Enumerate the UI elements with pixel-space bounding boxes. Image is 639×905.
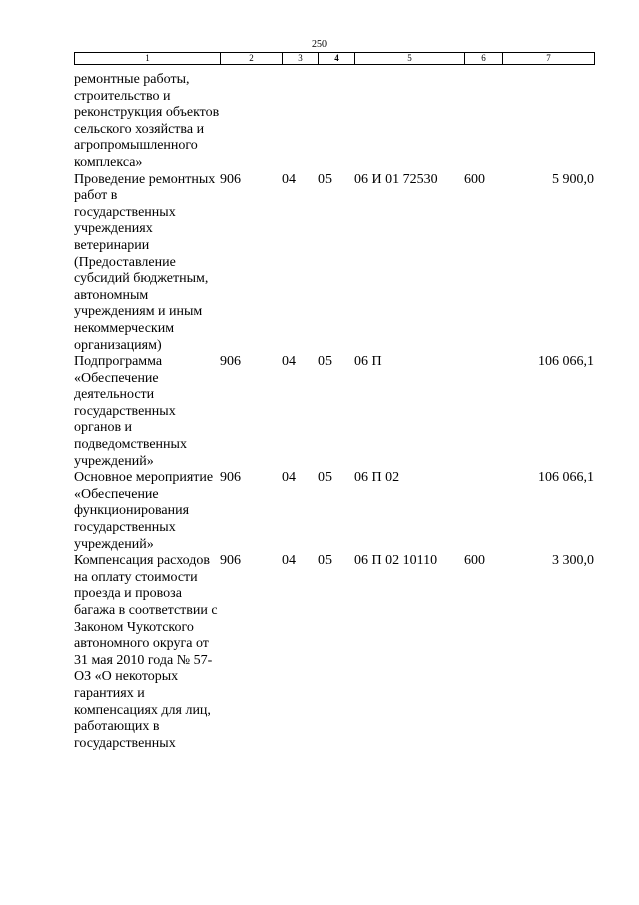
row-subsection: 05	[318, 553, 332, 569]
row-section	[282, 72, 318, 172]
table-row	[74, 172, 594, 355]
column-header-4: 4	[319, 53, 355, 65]
row-type: 600	[464, 171, 485, 187]
row-subsection	[318, 72, 354, 172]
row-section: 04	[282, 553, 296, 569]
row-section: 04	[282, 171, 296, 187]
row-section: 04	[282, 354, 296, 370]
row-sum: 3 300,0	[552, 553, 594, 569]
budget-table	[74, 72, 594, 752]
row-target: 06 П 02 10110	[354, 553, 438, 569]
row-code	[220, 72, 282, 172]
row-section: 04	[282, 470, 296, 486]
column-header-6: 6	[465, 53, 503, 65]
row-target: 06 П 02	[354, 470, 400, 486]
page-number: 250	[312, 39, 327, 50]
row-sum	[502, 72, 594, 172]
table-row	[74, 354, 594, 470]
row-sum: 106 066,1	[538, 470, 594, 486]
table-row	[74, 470, 594, 553]
row-code: 906	[220, 171, 241, 187]
row-type	[464, 470, 502, 553]
column-header-7: 7	[503, 53, 595, 65]
row-name: Компенсация расходов на оплату стоимости проезда и провоза багажа в соответствии с Законом Чукотского автономного округа от 31 мая 2010 года № 57-ОЗ «О некоторых гарантиях и компенсациях для лиц, работающих в государственных	[74, 553, 218, 751]
row-name: Подпрограмма «Обеспечение деятельности государственных органов и подведомственных учреждений»	[74, 354, 187, 469]
row-sum: 5 900,0	[552, 171, 594, 187]
row-target	[354, 72, 464, 172]
row-name: Проведение ремонтных работ в государственных учреждениях ветеринарии (Предоставление субсидий бюджетным, автономным учреждениям и иным некоммерческим организациям)	[74, 171, 216, 353]
row-type: 600	[464, 553, 485, 569]
row-subsection: 05	[318, 470, 332, 486]
row-type	[464, 72, 502, 172]
table-row	[74, 72, 594, 172]
column-header-2: 2	[221, 53, 283, 65]
row-subsection: 05	[318, 354, 332, 370]
row-name: Основное мероприятие «Обеспечение функционирования государственных учреждений»	[74, 470, 214, 552]
row-name: ремонтные работы, строительство и реконструкция объектов сельского хозяйства и агропромышленного комплекса»	[74, 72, 220, 170]
column-header-row	[75, 53, 595, 65]
column-header-1: 1	[75, 53, 221, 65]
row-target: 06 П	[354, 354, 382, 370]
row-type	[464, 354, 502, 470]
table-row	[74, 553, 594, 752]
column-header-table	[74, 52, 595, 65]
column-header-3: 3	[283, 53, 319, 65]
row-sum: 106 066,1	[538, 354, 594, 370]
column-header-5: 5	[355, 53, 465, 65]
row-target: 06 И 01 72530	[354, 171, 438, 187]
row-code: 906	[220, 470, 241, 486]
row-code: 906	[220, 553, 241, 569]
row-code: 906	[220, 354, 241, 370]
row-subsection: 05	[318, 171, 332, 187]
